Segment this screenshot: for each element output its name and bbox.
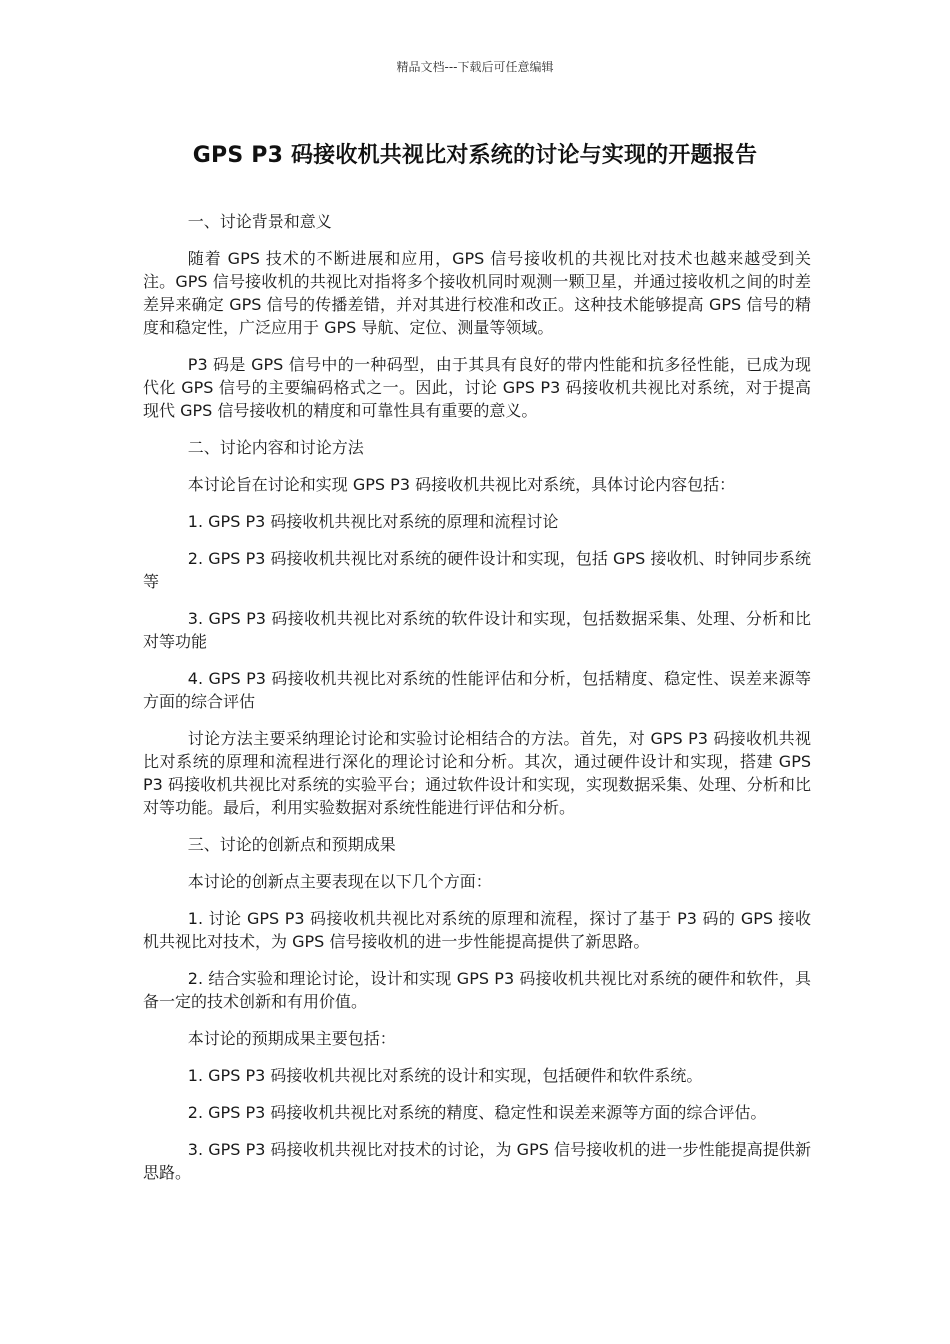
list-item-outcome-1: 1. GPS P3 码接收机共视比对系统的设计和实现，包括硬件和软件系统。 xyxy=(187,1066,703,1085)
list-item-content-2: 2. GPS P3 码接收机共视比对系统的硬件设计和实现，包括 GPS 接收机、时钟同步系统等 xyxy=(143,549,811,591)
list-item-outcome-2: 2. GPS P3 码接收机共视比对系统的精度、稳定性和误差来源等方面的综合评估。 xyxy=(187,1103,767,1122)
section-heading-innovation: 三、讨论的创新点和预期成果 xyxy=(187,835,396,854)
page-header: 精品文档---下载后可任意编辑 xyxy=(396,60,554,74)
paragraph-content-intro: 本讨论旨在讨论和实现 GPS P3 码接收机共视比对系统，具体讨论内容包括： xyxy=(187,475,736,494)
document-title: GPS P3 码接收机共视比对系统的讨论与实现的开题报告 xyxy=(192,143,758,168)
paragraph-outcome-intro: 本讨论的预期成果主要包括： xyxy=(187,1029,396,1048)
list-item-content-3: 3. GPS P3 码接收机共视比对系统的软件设计和实现，包括数据采集、处理、分析和比对等功能 xyxy=(143,609,811,651)
paragraph-background-2: P3 码是 GPS 信号中的一种码型，由于其具有良好的带内性能和抗多径性能，已成为现代化 GPS 信号的主要编码格式之一。因此，讨论 GPS P3 码接收机共视比对系统，对于提高现代 GPS 信号接收机的精度和可靠性具有重要的意义。 xyxy=(143,355,811,420)
section-heading-content-method: 二、讨论内容和讨论方法 xyxy=(187,438,364,457)
document-body xyxy=(143,210,811,1198)
paragraph-innovation-intro: 本讨论的创新点主要表现在以下几个方面： xyxy=(187,872,492,891)
list-item-innovation-1: 1. 讨论 GPS P3 码接收机共视比对系统的原理和流程，探讨了基于 P3 码的 GPS 接收机共视比对技术，为 GPS 信号接收机的进一步性能提高提供了新思路。 xyxy=(143,909,811,951)
list-item-innovation-2: 2. 结合实验和理论讨论，设计和实现 GPS P3 码接收机共视比对系统的硬件和软件，具备一定的技术创新和有用价值。 xyxy=(143,969,811,1011)
list-item-outcome-3: 3. GPS P3 码接收机共视比对技术的讨论，为 GPS 信号接收机的进一步性能提高提供新思路。 xyxy=(143,1140,811,1182)
paragraph-method: 讨论方法主要采纳理论讨论和实验讨论相结合的方法。首先，对 GPS P3 码接收机共视比对系统的原理和流程进行深化的理论讨论和分析。其次，通过硬件设计和实现，搭建 GPS P3 码接收机共视比对系统的实验平台；通过软件设计和实现，实现数据采集、处理、分析和比对等功能。最后，利用实验数据对系统性能进行评估和分析。 xyxy=(143,729,811,817)
list-item-content-4: 4. GPS P3 码接收机共视比对系统的性能评估和分析，包括精度、稳定性、误差来源等方面的综合评估 xyxy=(143,669,811,711)
paragraph-background-1: 随着 GPS 技术的不断进展和应用，GPS 信号接收机的共视比对技术也越来越受到关注。GPS 信号接收机的共视比对指将多个接收机同时观测一颗卫星，并通过接收机之间的时差差异来确定 GPS 信号的传播差错，并对其进行校准和改正。这种技术能够提高 GPS 信号的精度和稳定性，广泛应用于 GPS 导航、定位、测量等领域。 xyxy=(143,249,811,337)
list-item-content-1: 1. GPS P3 码接收机共视比对系统的原理和流程讨论 xyxy=(187,512,559,531)
section-heading-background: 一、讨论背景和意义 xyxy=(187,212,332,231)
